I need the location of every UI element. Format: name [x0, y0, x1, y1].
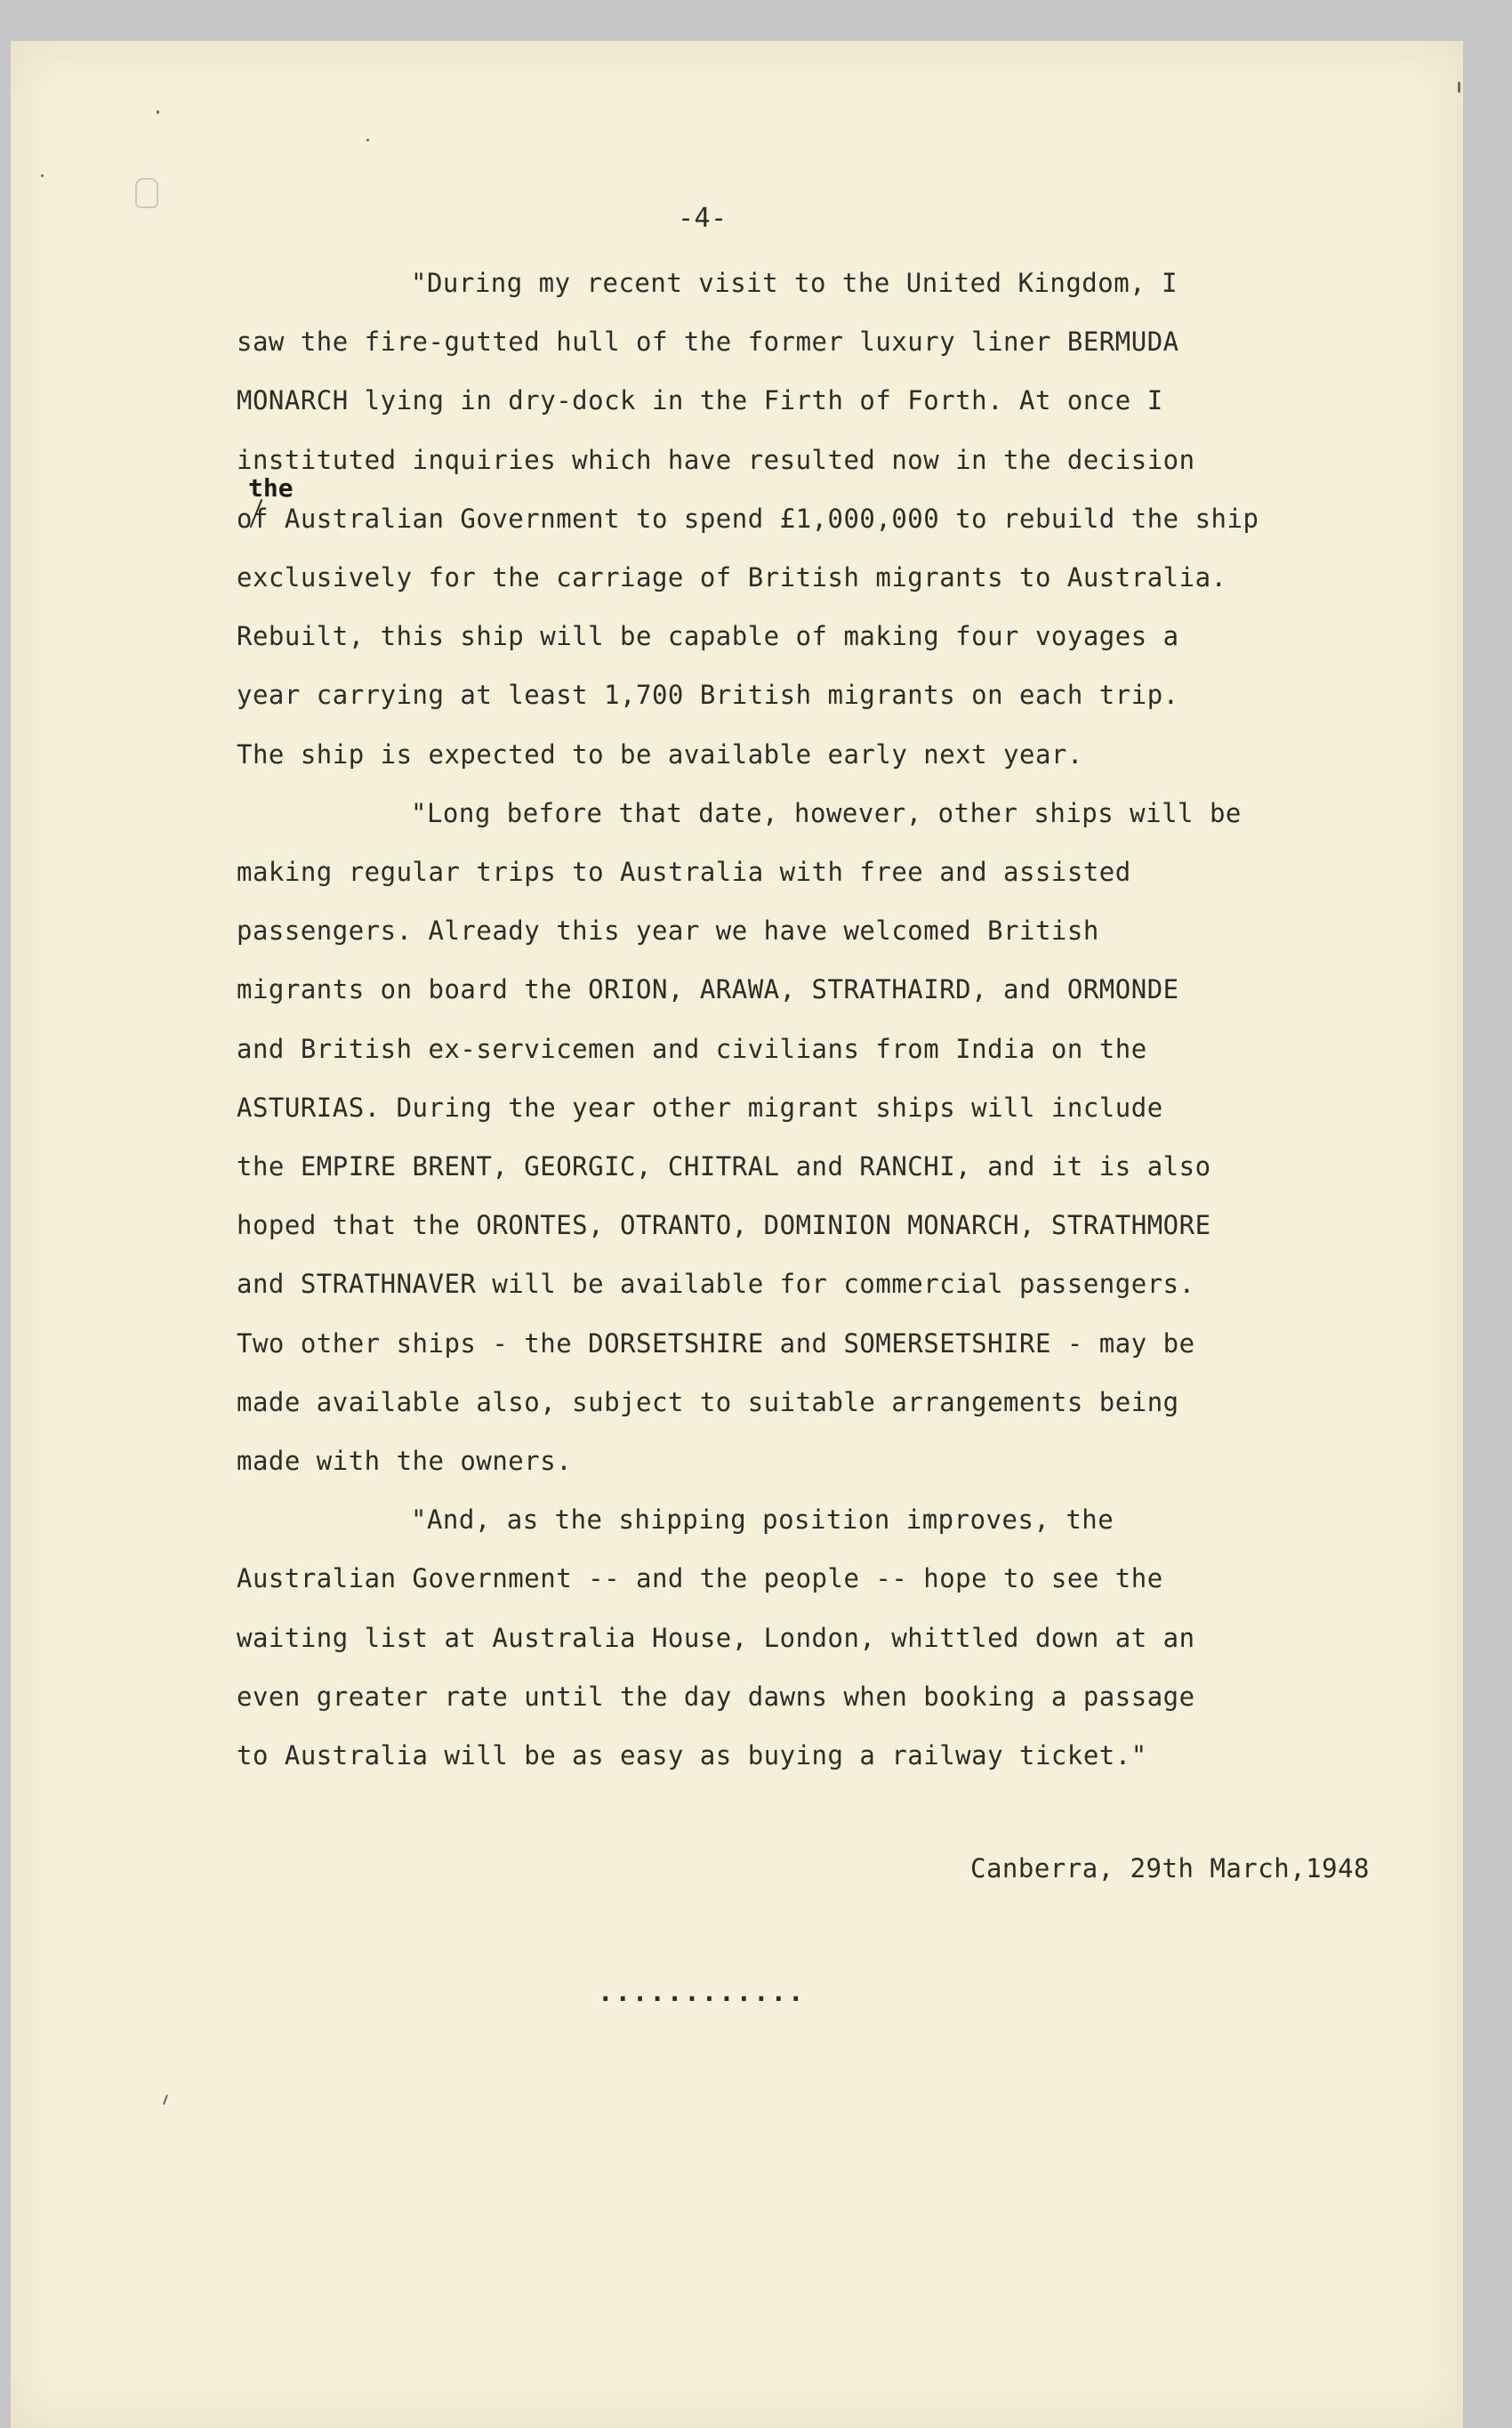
text-line: instituted inquiries which have resulted now in the decision	[237, 445, 1195, 475]
text-line: Australian Government -- and the people -- hope to see the	[237, 1563, 1163, 1593]
text-line: Rebuilt, this ship will be capable of making four voyages a	[237, 621, 1179, 651]
text-line: hoped that the ORONTES, OTRANTO, DOMINION MONARCH, STRATHMORE	[237, 1210, 1211, 1240]
text-line: even greater rate until the day dawns when booking a passage	[237, 1682, 1195, 1712]
text-line: The ship is expected to be available early next year.	[237, 739, 1083, 770]
text-line: Two other ships - the DORSETSHIRE and SOMERSETSHIRE - may be	[237, 1328, 1195, 1359]
paper-speck	[41, 174, 44, 177]
text-line: "And, as the shipping position improves, the	[411, 1504, 1114, 1535]
text-line: and British ex-servicemen and civilians from India on the	[237, 1034, 1147, 1064]
dateline: Canberra, 29th March,1948	[970, 1853, 1370, 1884]
text-line: exclusively for the carriage of British migrants to Australia.	[237, 562, 1227, 593]
text-line: "Long before that date, however, other ships will be	[411, 798, 1242, 828]
text-line: year carrying at least 1,700 British migrants on each trip.	[237, 680, 1179, 710]
text-line: waiting list at Australia House, London, whittled down at an	[237, 1623, 1195, 1653]
handwritten-insertion: the	[248, 473, 294, 503]
text-line: ASTURIAS. During the year other migrant ships will include	[237, 1093, 1163, 1123]
text-line: to Australia will be as easy as buying a railway ticket."	[237, 1740, 1147, 1771]
closing-separator: ............	[598, 1977, 806, 2007]
text-line: "During my recent visit to the United Kingdom, I	[411, 268, 1178, 298]
paper-speck	[366, 139, 369, 141]
text-line: made with the owners.	[237, 1446, 573, 1476]
text-line: made available also, subject to suitable arrangements being	[237, 1387, 1179, 1417]
text-line: saw the fire-gutted hull of the former luxury liner BERMUDA	[237, 327, 1179, 357]
text-line: the EMPIRE BRENT, GEORGIC, CHITRAL and RANCHI, and it is also	[237, 1151, 1211, 1182]
text-line: passengers. Already this year we have welcomed British	[237, 916, 1099, 946]
text-line: migrants on board the ORION, ARAWA, STRATHAIRD, and ORMONDE	[237, 974, 1179, 1004]
paper-speck	[1458, 82, 1460, 93]
text-line: MONARCH lying in dry-dock in the Firth of Forth. At once I	[237, 385, 1163, 415]
paper-speck	[157, 110, 159, 114]
page-number: -4-	[678, 203, 728, 234]
text-line: of Australian Government to spend £1,000,000 to rebuild the ship	[237, 504, 1259, 534]
text-line: making regular trips to Australia with free and assisted	[237, 857, 1131, 887]
text-line: and STRATHNAVER will be available for commercial passengers.	[237, 1269, 1195, 1299]
staple-mark-icon	[135, 178, 158, 208]
